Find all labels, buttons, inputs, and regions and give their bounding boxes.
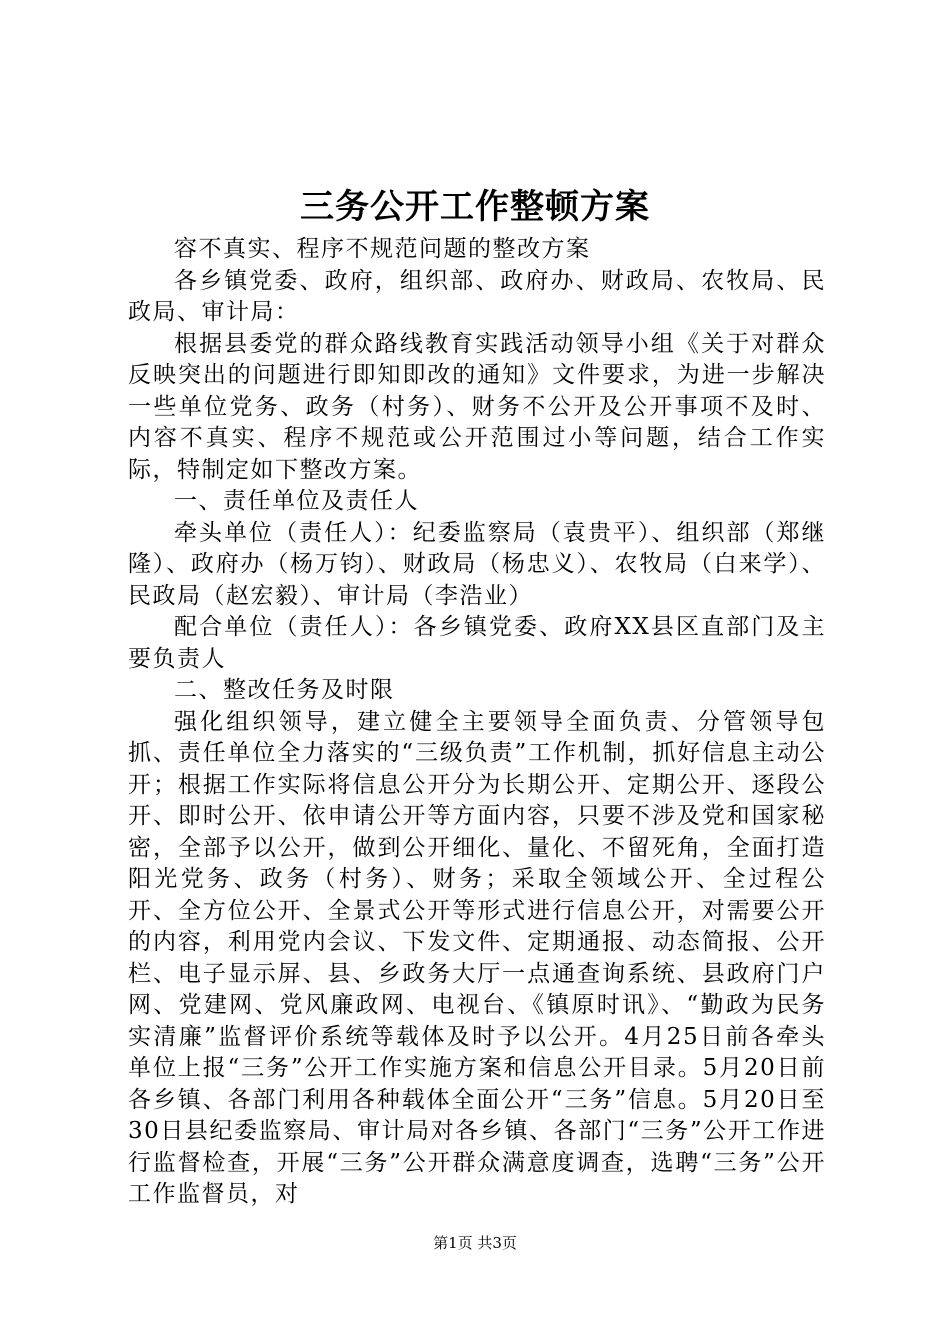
- paragraph-tasks: 强化组织领导，建立健全主要领导全面负责、分管领导包抓、责任单位全力落实的“三级负责”工作机制，抓好信息主动公开；根据工作实际将信息公开分为长期公开、定期公开、逐段公开、即时公开、依申请公开等方面内容，只要不涉及党和国家秘密，全部予以公开，做到公开细化、量化、不留死角，全面打造阳光党务、政务（村务）、财务；采取全领域公开、全过程公开、全方位公开、全景式公开等形式进行信息公开，对需要公开的内容，利用党内会议、下发文件、定期通报、动态简报、公开栏、电子显示屏、县、乡政务大厅一点通查询系统、县政府门户网、党建网、党风廉政网、电视台、《镇原时讯》、“勤政为民务实清廉”监督评价系统等载体及时予以公开。4月25日前各牵头单位上报“三务”公开工作实施方案和信息公开目录。5月20日前各乡镇、各部门利用各种载体全面公开“三务”信息。5月20日至30日县纪委监察局、审计局对各乡镇、各部门“三务”公开工作进行监督检查，开展“三务”公开群众满意度调查，选聘“三务”公开工作监督员，对: [128, 708, 826, 1207]
- paragraph-cooperating-units: 配合单位（责任人）：各乡镇党委、政府XX县区直部门及主要负责人: [128, 614, 826, 672]
- paragraph-lead-units: 牵头单位（责任人）：纪委监察局（袁贵平）、组织部（郑继隆）、政府办（杨万钧）、财政局（杨忠义）、农牧局（白来学）、民政局（赵宏毅）、审计局（李浩业）: [128, 519, 826, 609]
- document-body: [128, 234, 826, 1211]
- paragraph-addressees: 各乡镇党委、政府，组织部、政府办、财政局、农牧局、民政局、审计局：: [128, 267, 826, 325]
- page-footer: 第1页 共3页: [433, 1234, 517, 1252]
- document-title: 三务公开工作整顿方案: [300, 187, 650, 227]
- section-heading-1: 一、责任单位及责任人: [174, 488, 419, 514]
- section-heading-2: 二、整改任务及时限: [174, 677, 395, 703]
- paragraph-intro: 根据县委党的群众路线教育实践活动领导小组《关于对群众反映突出的问题进行即知即改的通知》文件要求，为进一步解决一些单位党务、政务（村务）、财务不公开及公开事项不及时、内容不真实、程序不规范或公开范围过小等问题，结合工作实际，特制定如下整改方案。: [128, 330, 826, 483]
- paragraph-subtitle: 容不真实、程序不规范问题的整改方案: [174, 236, 591, 262]
